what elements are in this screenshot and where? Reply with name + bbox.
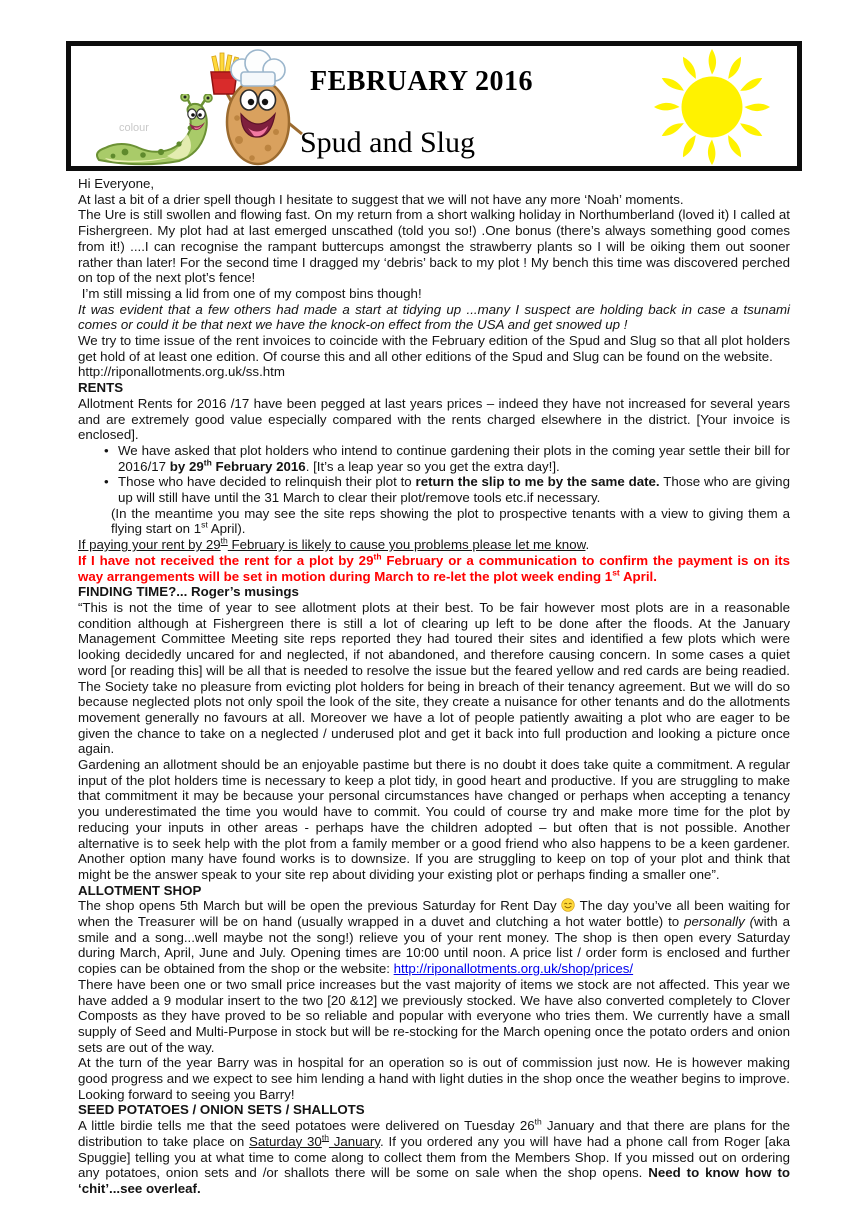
text-run: “This is not the time of year to see allotment plots at their best. To be fair however most plots are in a reasonable condition although at Fishergreen there is still a lot of clearing up left to be done after the floods. At the January Management Committee Meeting site reps reported they had toured their sites and identified a few plots which were looking decidedly uncared for and neglected, if not abandoned, and therefore causing concern. In some cases a quiet word [or reading this] will be all that is needed to resolve the issue but the feared yellow and red cards are being readied. The Society take no pleasure from evicting plot holders for being in breach of their tenancy agreement. But we will do so because neglected plots not only spoil the look of the site, they create a nuisance for other tenants and do the allotments movement generally no favours at all. Moreover we have a lot of people patiently awaiting a plot who are eager to be given the chance to take on a neglected / underused plot and get it back into full production and looking a picture once again. bbox=[78, 599, 790, 757]
text-run: At the turn of the year Barry was in hospital for an operation so is out of commission just now. He is however making good progress and we expect to see him lending a hand with light duties in the shop once the weather begins to improve. Looking forward to seeing you Barry! bbox=[78, 1055, 790, 1102]
newsletter-header bbox=[66, 41, 802, 171]
rent-bullet-relinquish bbox=[78, 474, 790, 505]
chef-hat-icon bbox=[231, 50, 285, 86]
rent-warning-red bbox=[78, 553, 790, 584]
text-run: th bbox=[220, 535, 228, 546]
text-run: There have been one or two small price increases but the vast majority of items we stock are not affected. This year we have added a 9 modular insert to the two [20 &12] we previously stocked. We have also converted completely to Clover Composts as they have proved to be so reliable and popular with everyone who tries them. We currently have a small supply of Seed and Multi-Purpose in stock but will be re-stocking for the March opening once the potato orders and onion sets are out of the way. bbox=[78, 976, 790, 1055]
intro-weather bbox=[78, 192, 790, 208]
shop-opening bbox=[78, 898, 790, 977]
text-run: We have asked that plot holders who intend to continue gardening their plots in the coming year settle their bill for 2016/17 bbox=[118, 442, 790, 474]
text-run: February 2016 bbox=[211, 458, 306, 474]
text-run: The day you’ve all been waiting for when the Treasurer will be on hand (usually wrapped in a duvet and clutching a hot water bottle) to bbox=[78, 898, 790, 930]
section-heading-allotment-shop bbox=[78, 883, 790, 899]
text-run: Those who are giving up will still have until the 31 March to clear their plot/remove tools etc.if necessary. bbox=[118, 474, 790, 506]
text-run: with a smile and a song...well maybe not the song!) relieve you of your rent money. The shop is then open every Saturday during March, April, June and July. Opening times are 10:00 until noon. A price list / order form is enclosed and further copies can be obtained from the shop or the website: bbox=[78, 914, 790, 977]
text-run: st bbox=[612, 567, 620, 578]
text-run: . [It’s a leap year so you get the extra day!]. bbox=[305, 458, 560, 474]
text-run: April). bbox=[207, 521, 246, 537]
text-run: th bbox=[373, 551, 382, 562]
text-run: Allotment Rents for 2016 /17 have been pegged at last years prices – indeed they have not increased for several years and are extremely good value especially compared with the rents charged elsewhere in the district. [Your invoice is enclosed]. bbox=[78, 395, 790, 443]
text-run: http://riponallotments.org.uk/ss.htm bbox=[78, 364, 285, 380]
text-run: th bbox=[534, 1116, 542, 1127]
text-run: If paying your rent by 29 bbox=[78, 537, 221, 553]
rent-bullet-settle bbox=[78, 443, 790, 474]
text-run: Need to know how to ‘chit’...see overleaf. bbox=[78, 1165, 790, 1196]
shop-barry bbox=[78, 1055, 790, 1102]
newsletter-title: Spud and Slug bbox=[300, 126, 476, 159]
text-run: Gardening an allotment should be an enjoyable pastime but there is no doubt it does take quite a commitment. A regular input of the plot holders time is necessary to keep a plot tidy, in good heart and productive. If you are struggling to make that commitment it may be because your personal circumstances have changed or perhaps when accepting a tenancy you underestimated the time you would have to commit. You could of course try and make more time for the plot by reducing your inputs in other areas - perhaps have the children adopted – but often that is not possible. Another alternative is to seek help with the plot from a family member or a good friend who also happens to be a keen gardener. Another option many have found works is to downsize. If you are struggling to keep on top of your plot and think that might be the answer speak to your site rep about dividing your existing plot or perhaps finding a smaller one”. bbox=[78, 757, 790, 882]
hyperlink[interactable]: http://riponallotments.org.uk/shop/prices/ bbox=[393, 961, 634, 977]
musings-plots bbox=[78, 600, 790, 757]
rent-problems-underline bbox=[78, 537, 790, 553]
text-run: A little birdie tells me that the seed potatoes were delivered on Tuesday 26 bbox=[78, 1118, 535, 1134]
section-heading-seed-potatoes bbox=[78, 1102, 790, 1118]
text-run: ALLOTMENT SHOP bbox=[78, 882, 202, 898]
text-run: At last a bit of a drier spell though I hesitate to suggest that we will not have any more ‘Noah’ moments. bbox=[78, 191, 684, 207]
text-run: Hi Everyone, bbox=[78, 176, 155, 191]
text-run: Those who have decided to relinquish their plot to bbox=[118, 474, 416, 490]
text-run: th bbox=[321, 1132, 329, 1143]
text-run: SEED POTATOES / ONION SETS / SHALLOTS bbox=[78, 1102, 365, 1118]
text-run: I’m still missing a lid from one of my compost bins though! bbox=[78, 285, 422, 301]
section-heading-finding-time bbox=[78, 584, 790, 600]
sun-icon bbox=[653, 48, 771, 166]
rents-intro bbox=[78, 396, 790, 443]
text-run: February or a communication to confirm the payment is on its way arrangements will be set in motion during March to re-let the plot week ending 1 bbox=[78, 552, 791, 584]
text-run: Saturday 30 bbox=[249, 1133, 322, 1149]
intro-tidying-italic bbox=[78, 302, 790, 333]
text-run: (In the meantime you may see the site reps showing the plot to prospective tenants with a view to giving them a flying start on 1 bbox=[111, 505, 790, 537]
text-run: It was evident that a few others had made a start at tidying up ...many I suspect are holding back in case a tsunami comes or could it be that next we have the knock-on effect from the USA and get snowed up ! bbox=[78, 301, 790, 333]
seed-potatoes-para bbox=[78, 1118, 790, 1197]
text-run: January and that there are plans for the distribution to take place on bbox=[78, 1118, 790, 1149]
intro-greeting bbox=[78, 176, 790, 192]
smiley-face-icon bbox=[561, 898, 575, 912]
text-run: personally ( bbox=[684, 914, 755, 930]
website-url bbox=[78, 364, 790, 380]
text-run: February is likely to cause you problems please let me know bbox=[227, 537, 586, 553]
text-run: . If you ordered any you will have had a phone call from Roger [aka Spuggie] telling you at what time to come along to collect them from the Members Shop. If you missed out on ordering any potatoes, onion sets and /or shallots there will be some on sale when the shop opens. bbox=[78, 1133, 790, 1181]
text-run: return the slip to me by the same date. bbox=[415, 474, 660, 490]
text-run: st bbox=[201, 520, 208, 531]
potato-chef-image bbox=[208, 48, 308, 166]
document-body bbox=[78, 176, 790, 1197]
rent-meantime-note bbox=[78, 506, 790, 537]
text-run: If I have not received the rent for a plot by 29 bbox=[78, 552, 374, 568]
text-run: RENTS bbox=[78, 380, 124, 396]
musings-commitment bbox=[78, 757, 790, 883]
text-run: . bbox=[585, 537, 590, 553]
text-run: January bbox=[328, 1133, 381, 1149]
month-title: FEBRUARY 2016 bbox=[310, 66, 534, 97]
text-run: th bbox=[203, 457, 212, 468]
text-run: The shop opens 5th March but will be open the previous Saturday for Rent Day bbox=[78, 898, 562, 914]
intro-ure bbox=[78, 207, 790, 286]
intro-invoices bbox=[78, 333, 790, 364]
text-run: We try to time issue of the rent invoices to coincide with the February edition of the Spud and Slug so that all plot holders get hold of at least one edition. Of course this and all other editions of the Spud and Slug can be found on the website. bbox=[78, 333, 790, 364]
section-heading-rents bbox=[78, 380, 790, 396]
text-run: April. bbox=[619, 568, 657, 584]
text-run: FINDING TIME?... Roger’s musings bbox=[78, 584, 299, 600]
text-run: The Ure is still swollen and flowing fast. On my return from a short walking holiday in Northumberland (loved it) I called at Fishergreen. My plot had at last emerged unscathed (told you so!) .One bonus (there’s always something good comes from it!) ....I can recognise the rampant buttercups amongst the strawberry plants so I will be oiking them out sooner rather than later! For the second time I dragged my ‘debris’ back to my plot ! My bench this time was discovered perched on top of the next plot’s fence! bbox=[78, 207, 790, 286]
watermark: colour bbox=[119, 122, 149, 134]
shop-prices bbox=[78, 977, 790, 1056]
intro-compost bbox=[78, 286, 790, 302]
text-run: by 29 bbox=[169, 458, 204, 474]
